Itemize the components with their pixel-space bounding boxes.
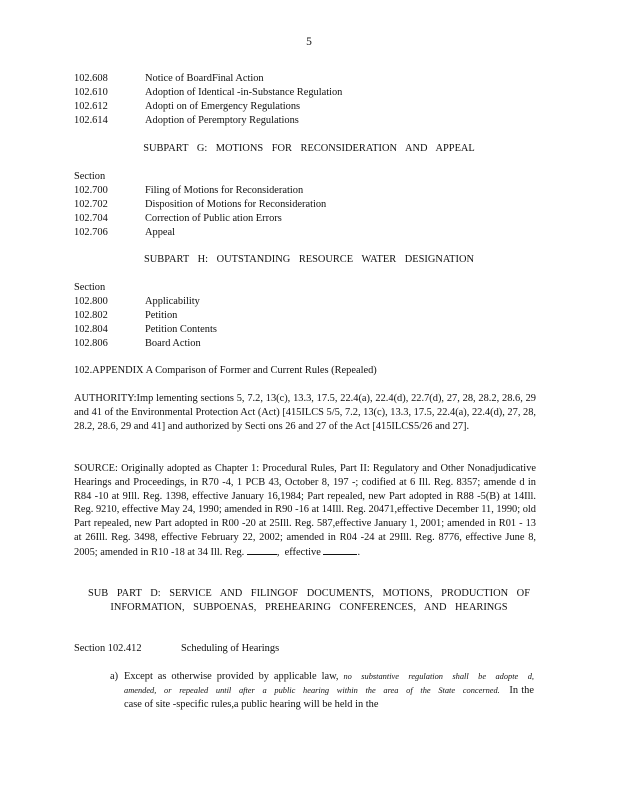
- subsection-a: [110, 670, 534, 711]
- toc-subpart-g: [74, 184, 326, 240]
- subpart-d-heading-line1: SUB PART D: SERVICE AND FILINGOF DOCUMENTS, MOTIONS, PRODUCTION OF: [88, 588, 530, 599]
- source-text: SOURCE: Originally adopted as Chapter 1: Procedural Rules, Part II: Regulatory and Other Nonadjudicative Hearings and Proceedings, in R70 -4, 1 PCB 43, October 8, 197 -; codified at 6 Ill. Reg. 8357; amende d in R84 -10 at 9Ill. Reg. 1398, effective January 16,1984; Part repealed, new Part adopted in R88 -5(B) at 14Ill. Reg. 9210, effective May 24, 1990; amended in R90 -16 at 14Ill. Reg. 20471,effective December 11, 1990; old Part repealed, new Part adopted in R00 -20 at 25Ill. Reg. 587,effective January 1, 2001; amended in R01 - 13 at 26Ill. Reg. 3498, effective February 22, 2002; amended in R04 -24 at 29Ill. Reg. 8776, effective June 8, 2005; amended in R10 -18 at 34 Ill. Reg.: [74, 463, 536, 558]
- section-number: 102.704: [74, 212, 108, 224]
- section-number: Section 102.412: [74, 643, 142, 654]
- section-label: Section: [74, 171, 106, 182]
- section-title: Adoption of Identical -in-Substance Regulation: [145, 86, 343, 98]
- section-title: Board Action: [145, 337, 201, 349]
- section-number: 102.706: [74, 226, 108, 238]
- tail-text: In the case of site -specific rules,a public hearing will be held in the: [124, 684, 534, 710]
- section-title: Applicability: [145, 296, 200, 307]
- toc-row: [74, 198, 326, 212]
- toc-subpart-f-tail: [74, 72, 342, 128]
- toc-row: [74, 86, 342, 100]
- toc-row: [74, 295, 217, 309]
- section-number: 102.614: [74, 114, 108, 126]
- section-title: Filing of Motions for Reconsideration: [145, 185, 304, 196]
- blank-line: [247, 545, 277, 555]
- appendix-line: 102.APPENDIX A Comparison of Former and Current Rules (Repealed): [74, 365, 377, 376]
- section-number: 102.802: [74, 309, 108, 321]
- source-paragraph: SOURCE: Originally adopted as Chapter 1: Procedural Rules, Part II: Regulatory and Other Nonadjudicative Hearings and Proceedings, in R70 -4, 1 PCB 43, October 8, 197 -; codified at 6 Ill. Reg. 8357; amende d in R84 -10 at 9Ill. Reg. 1398, effective January 16,1984; Part repealed, new Part adopted in R88 -5(B) at 14Ill. Reg. 9210, effective May 24, 1990; amended in R90 -16 at 14Ill. Reg. 20471,effective December 11, 1990; old Part repealed, new Part adopted in R00 -20 at 25Ill. Reg. 587,effective January 1, 2001; amended in R01 - 13 at 26Ill. Reg. 3498, effective February 22, 2002; amended in R04 -24 at 29Ill. Reg. 8776, effective June 8, 2005; amended in R10 -18 at 34 Ill. Reg. , effective .: [74, 463, 536, 558]
- section-heading: [74, 642, 279, 656]
- italic-statutory-text: no substantive regulation shall be adopte d, amended, or repealed until after a public hearing within the area of the State concerned.: [124, 672, 534, 695]
- toc-subpart-h: [74, 295, 217, 351]
- lead-text: Except as otherwise provided by applicable law,: [124, 671, 339, 682]
- section-title: Correction of Public ation Errors: [145, 212, 282, 224]
- blank-line: [323, 545, 357, 555]
- section-number: 102.800: [74, 296, 108, 307]
- section-title: Scheduling of Hearings: [181, 643, 280, 654]
- subpart-g-heading: SUBPART G: MOTIONS FOR RECONSIDERATION AND APPEAL: [143, 143, 475, 154]
- section-title: Notice of BoardFinal Action: [145, 73, 264, 84]
- section-title: Petition Contents: [145, 323, 217, 335]
- section-number: 102.700: [74, 185, 108, 196]
- section-label: Section: [74, 282, 106, 293]
- page-number: 5: [306, 36, 312, 48]
- section-number: 102.610: [74, 86, 108, 98]
- section-number: 102.612: [74, 100, 108, 112]
- toc-row: [74, 309, 217, 323]
- subsection-a-text: [110, 670, 534, 711]
- section-number: 102.806: [74, 337, 108, 349]
- toc-row: [74, 184, 326, 198]
- toc-row: [74, 72, 342, 86]
- section-number: 102.804: [74, 323, 108, 335]
- toc-row: [74, 114, 342, 128]
- section-title: Adoption of Peremptory Regulations: [145, 114, 299, 126]
- section-title: Appeal: [145, 226, 176, 238]
- section-title: Disposition of Motions for Reconsideration: [145, 198, 327, 210]
- toc-row: [74, 212, 326, 226]
- toc-row: [74, 100, 342, 114]
- section-number: 102.702: [74, 198, 108, 210]
- toc-row: [74, 323, 217, 337]
- authority-paragraph: AUTHORITY:Imp lementing sections 5, 7.2, 13(c), 13.3, 17.5, 22.4(a), 22.4(d), 22.7(d), 27, 28, 28.2, 28.6, 29 and 41 of the Environmental Protection Act (Act) [415ILCS 5/5, 7.2, 13(c), 13.3, 17.5, 22.4(a), 22.4(d), 27, 28, 28.2, 28.6, 29 and 41] and authorized by Secti ons 26 and 27 of the Act [415ILCS5/26 and 27].: [74, 393, 537, 432]
- section-title: Petition: [145, 309, 178, 321]
- toc-row: [74, 337, 217, 351]
- subsection-marker: a): [110, 671, 119, 682]
- toc-row: [74, 226, 326, 240]
- section-number: 102.608: [74, 73, 108, 84]
- subpart-d-heading-line2: INFORMATION, SUBPOENAS, PREHEARING CONFERENCES, AND HEARINGS: [110, 601, 508, 613]
- subpart-h-heading: SUBPART H: OUTSTANDING RESOURCE WATER DESIGNATION: [144, 254, 474, 265]
- effective-word: effective: [284, 546, 321, 558]
- subpart-d-heading: [74, 587, 544, 615]
- section-title: Adopti on of Emergency Regulations: [145, 100, 301, 112]
